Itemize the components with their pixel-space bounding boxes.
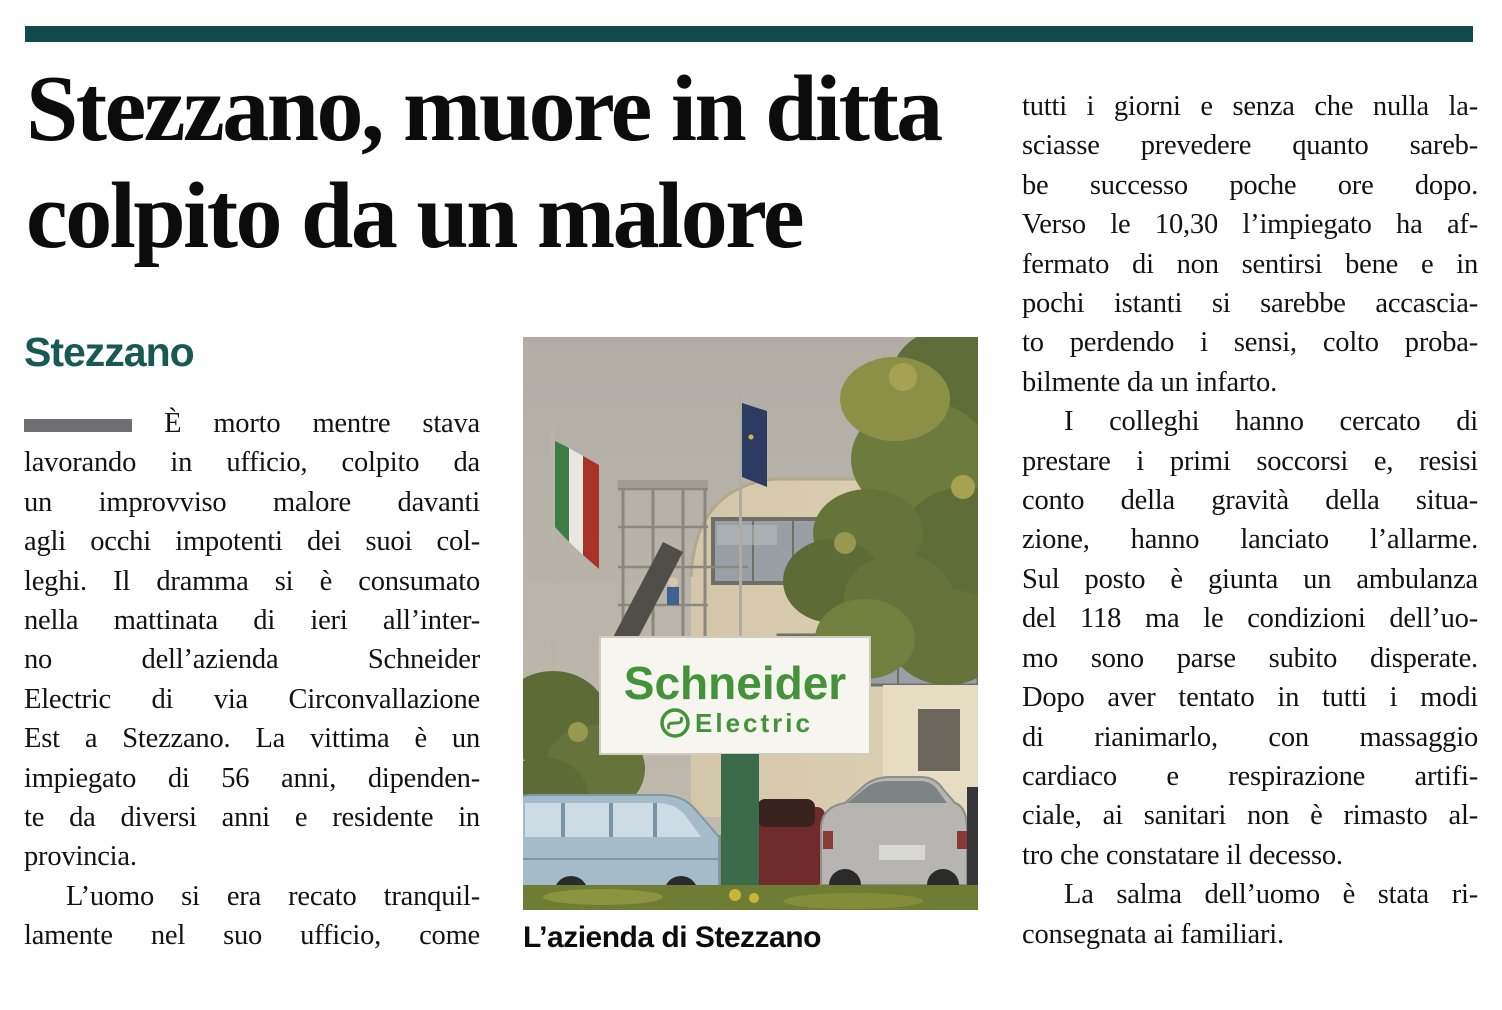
doorway — [918, 709, 960, 771]
body-text-line: leghi. Il dramma si è consumato — [24, 565, 480, 597]
sign-text-electric: Electric — [695, 708, 813, 738]
body-text-line: È morto mentre stava — [24, 404, 480, 443]
body-text-line: L’uomo si era recato tranquil- — [66, 880, 480, 912]
section-divider-bar — [25, 26, 1473, 42]
schneider-sign — [600, 637, 870, 754]
body-text-line: Sul posto è giunta un ambulanza — [1022, 563, 1478, 595]
body-text-line: cardiaco e respirazione artifi- — [1022, 760, 1478, 792]
body-text-line: lamente nel suo ufficio, come — [24, 920, 480, 952]
headline-line-1: Stezzano, muore in ditta — [26, 57, 941, 161]
body-text-line: I colleghi hanno cercato di — [1064, 406, 1478, 438]
body-text-line: Dopo aver tentato in tutti i modi — [1022, 682, 1478, 714]
body-text-line: tro che constatare il decesso. — [1022, 839, 1343, 871]
kicker-label: Stezzano — [24, 329, 194, 375]
body-text-line: be successo poche ore dopo. — [1022, 169, 1478, 201]
body-text-line: fermato di non sentirsi bene e in — [1022, 248, 1478, 280]
body-text-line: tutti i giorni e senza che nulla la- — [1022, 91, 1478, 122]
body-text-line: no dell’azienda Schneider — [24, 644, 480, 676]
worker-figure — [668, 577, 678, 587]
photo-illustration — [523, 337, 978, 910]
red-car — [749, 799, 825, 885]
grass — [523, 885, 978, 910]
body-text-line: mo sono parse subito disperate. — [1022, 642, 1478, 674]
photo-caption: L’azienda di Stezzano — [523, 921, 821, 954]
article-photo — [523, 337, 978, 955]
body-text-line: nella mattinata di ieri all’inter- — [24, 605, 480, 637]
body-text-line: to perdendo i sensi, colto proba- — [1022, 327, 1478, 359]
sign-post — [721, 754, 759, 894]
body-text-line: consegnata ai familiari. — [1022, 918, 1284, 950]
headline-line-2: colpito da un malore — [26, 164, 803, 268]
body-text-line: te da diversi anni e residente in — [24, 802, 480, 834]
body-text-line: del 118 ma le condizioni dell’uo- — [1022, 603, 1478, 635]
body-text-line: provincia. — [24, 841, 137, 873]
body-text-line: un improvviso malore davanti — [24, 486, 480, 518]
article-headline — [26, 56, 1046, 270]
body-column-left — [24, 404, 480, 956]
body-text-line: sciasse prevedere quanto sareb- — [1022, 130, 1478, 162]
byline-redaction-bar — [24, 419, 132, 432]
body-text-line: bilmente da un infarto. — [1022, 366, 1277, 398]
body-text-line: ciale, ai sanitari non è rimasto al- — [1022, 800, 1478, 832]
body-text-line: Verso le 10,30 l’impiegato ha af- — [1022, 209, 1478, 241]
body-column-right — [1022, 87, 1478, 954]
body-text-line: lavorando in ufficio, colpito da — [24, 447, 480, 479]
body-text-line: di rianimarlo, con massaggio — [1022, 721, 1478, 753]
body-text-line: impiegato di 56 anni, dipenden- — [24, 762, 480, 794]
body-text-line: prestare i primi soccorsi e, resisi — [1022, 445, 1478, 477]
body-text-line: zione, hanno lanciato l’allarme. — [1022, 524, 1478, 556]
body-text-line: La salma dell’uomo è stata ri- — [1064, 879, 1478, 911]
body-text-line: conto della gravità della situa- — [1022, 485, 1478, 517]
body-text-line: Est a Stezzano. La vittima è un — [24, 723, 480, 755]
body-text-line: pochi istanti si sarebbe accascia- — [1022, 288, 1478, 320]
body-text-line: Electric di via Circonvallazione — [24, 683, 480, 715]
dark-car — [967, 787, 978, 887]
body-text-line: agli occhi impotenti dei suoi col- — [24, 526, 480, 558]
sign-text-schneider: Schneider — [623, 657, 847, 709]
